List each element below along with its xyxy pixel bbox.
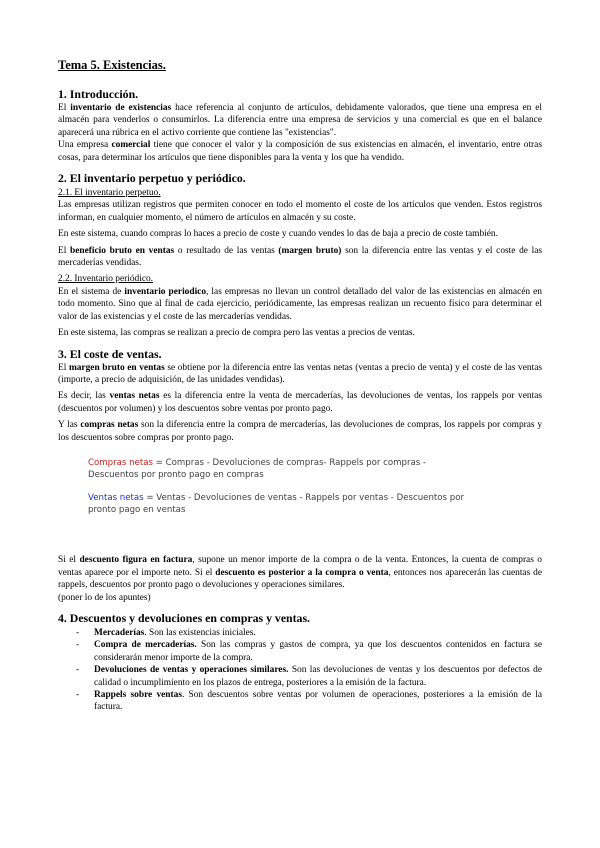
bold-term: descuento es posterior a la compra o venta — [215, 567, 389, 578]
bold-term: descuento figura en factura — [79, 555, 193, 566]
section-2-paragraph-1: Las empresas utilizan registros que permiten conocer en todo el momento el coste de los artículos que venden. Estos registros informan, en cualquier momento, el número de artículos en almacén y su coste. — [58, 200, 542, 223]
section-3-paragraph-5: (poner lo de los apuntes) — [58, 592, 151, 603]
bold-term: Devoluciones de ventas y operaciones similares. — [94, 665, 289, 676]
text: , supone un menor importe de la compra o de la venta. Entonces, la cuenta de compras o ventas aparece por el importe neto. Si el — [58, 555, 542, 578]
text: . Son las existencias iniciales. — [144, 627, 256, 638]
bold-term: Compra de mercaderías. — [94, 640, 197, 651]
bold-term: Mercaderías — [94, 627, 145, 638]
list-item — [58, 689, 542, 714]
text: El — [58, 362, 69, 373]
text: son la diferencia entre la compra de mercaderías, las devoluciones de compras, los rappels por compras y los descuentos sobre compras por pronto pago. — [58, 420, 543, 443]
formula-compras-netas — [88, 458, 478, 481]
section-1-paragraph-1 — [58, 102, 542, 139]
text: es la diferencia entre la venta de mercaderías, las devoluciones de ventas, los rappels por ventas (descuentos por volumen) y los descuentos sobre ventas por pronto pago. — [58, 391, 543, 414]
text: Son las devoluciones de ventas y los descuentos por defectos de calidad o incumplimiento en los plazos de entrega, posteriores a la emisión de la factura. — [94, 665, 542, 688]
formula-text: = Ventas - Devoluciones de ventas - Rappels por ventas - Descuentos por pronto pago en ventas — [88, 493, 464, 515]
formula-label-ventas: Ventas netas — [88, 493, 144, 504]
formula-label-compras: Compras netas — [88, 457, 153, 468]
text: Si el — [58, 555, 80, 566]
section-2-paragraph-3 — [58, 245, 542, 270]
text: En el sistema de — [58, 286, 125, 297]
bold-term: margen bruto en ventas — [68, 362, 165, 373]
section-1-paragraph-2 — [58, 139, 542, 164]
section-4-heading: 4. Descuentos y devoluciones en compras y ventas. — [58, 610, 310, 625]
document-title: Tema 5. Existencias. — [58, 58, 166, 72]
bold-term: ventas netas — [109, 391, 160, 402]
text: El — [58, 245, 70, 256]
section-3-paragraph-1 — [58, 362, 542, 387]
text: hace referencia al conjunto de artículos, debidamente valorados, que tiene una empresa en el almacén para venderlos o consumirlos. La diferencia entre una empresa de servicios y una comercial es que en el balance aparecerá una rúbrica en el activo corriente que contiene las "existencias". — [58, 103, 542, 138]
section-4-list — [58, 627, 542, 714]
section-3-heading: 3. El coste de ventas. — [58, 346, 162, 361]
text: tiene que conocer el valor y la composición de sus existencias en almacén, el inventario, entre otras cosas, para determinar los artículos que tiene disponibles para la venta y los que ha vendido. — [58, 140, 542, 163]
subsection-2-2-heading: 2.2. Inventario periódico. — [58, 274, 154, 285]
section-2-paragraph-4 — [58, 286, 542, 323]
spacer — [58, 528, 542, 554]
text: , entonces nos aparecerán las cuentas de rappels, descuentos por pronto pago o devoluciones y operaciones similares. — [58, 567, 542, 591]
text: , las empresas no llevan un control detallado del valor de las existencias en almacén en todo momento. Sino que al final de cada ejercicio, periódicamente, las empresas realizan un recuento físico para determinar el valor de las existencias y el coste de las mercaderías vendidas. — [58, 286, 542, 322]
list-item — [58, 627, 542, 639]
section-3-paragraph-2 — [58, 390, 542, 415]
section-1-heading: 1. Introducción. — [58, 87, 139, 101]
bold-term: inventario de existencias — [70, 103, 172, 113]
text: son la diferencia entre las ventas y el coste de las mercaderías vendidas. — [58, 245, 542, 269]
text: Una empresa — [58, 140, 112, 151]
text: . Son descuentos sobre ventas por volumen de operaciones, posteriores a la emisión de la factura. — [94, 689, 542, 713]
list-item — [58, 664, 542, 689]
section-2-paragraph-2: En este sistema, cuando compras lo haces a precio de coste y cuando vendes lo das de baja a precio de coste también. — [58, 229, 498, 240]
document-content — [58, 58, 542, 714]
list-item — [58, 639, 542, 664]
formula-image — [88, 458, 478, 516]
section-3-paragraph-4 — [58, 554, 542, 591]
bold-term: comercial — [111, 140, 151, 151]
subsection-2-1-heading: 2.1. El inventario perpetuo. — [58, 188, 161, 199]
text: Es decir, las — [58, 391, 110, 402]
bold-term: beneficio bruto en ventas — [70, 245, 175, 256]
text: o resultado de las ventas — [174, 245, 279, 256]
section-2-paragraph-5: En este sistema, las compras se realizan a precio de compra pero las ventas a precios de ventas. — [58, 328, 415, 339]
text: se obtiene por la diferencia entre las ventas netas (ventas a precio de venta) y el coste de las ventas (importe, a precio de adquisición, de las unidades vendidas). — [58, 362, 542, 385]
text: Y las — [58, 420, 81, 431]
bold-term: Rappels sobre ventas — [94, 689, 182, 700]
bold-term: inventario periodico — [124, 286, 207, 297]
bold-term: (margen bruto) — [278, 245, 342, 256]
section-3-paragraph-3 — [58, 419, 542, 444]
formula-text: = Compras - Devoluciones de compras- Rappels por compras - Descuentos por pronto pago en compras — [88, 457, 427, 480]
section-2-heading: 2. El inventario perpetuo y periódico. — [58, 171, 246, 186]
formula-ventas-netas — [88, 493, 478, 516]
text: El — [58, 103, 71, 113]
bold-term: compras netas — [80, 420, 139, 431]
text: Son las compras y gastos de compra, ya que los descuentos contenidos en factura se considerarán menor importe de la compra. — [94, 640, 542, 663]
